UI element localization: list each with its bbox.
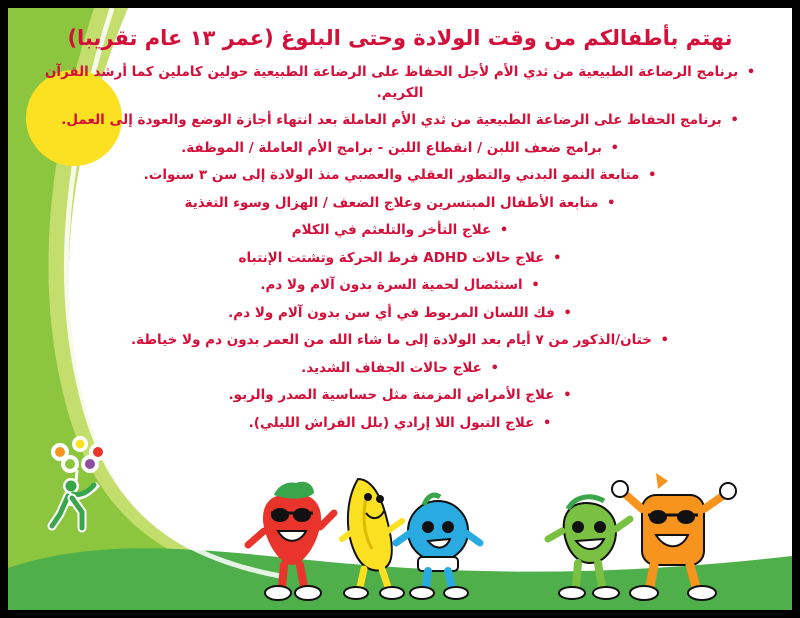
list-item-label: استئصال لحمية السرة بدون آلام ولا دم. (260, 277, 523, 294)
bullet-dot: • (610, 140, 619, 156)
bullet-dot: • (531, 278, 540, 294)
bullet-dot: • (563, 388, 572, 404)
bullet-dot: • (553, 250, 562, 266)
page-title: نهتم بأطفالكم من وقت الولادة وحتى البلوغ (عمر ١٣ عام تقريبا) (67, 26, 733, 50)
list-item (36, 165, 764, 186)
banana-mascot (342, 479, 404, 599)
list-item (36, 358, 764, 379)
bullet-dot: • (490, 360, 499, 376)
list-item (36, 193, 764, 214)
list-item-label: برنامج الرضاعة الطبيعية من ثدي الأم لأجل الحفاظ على الرضاعة الطبيعية حولين كاملين كما أرشد القرآن الكريم. (44, 64, 739, 101)
list-item-label: ختان/الذكور من ٧ أيام بعد الولادة إلى ما شاء الله من العمر بدون دم ولا خياطة. (131, 332, 652, 349)
list-item (36, 385, 764, 406)
list-item (36, 62, 764, 103)
list-item-label: علاج حالات ADHD فرط الحركة وتشتت الإنتباه (238, 249, 545, 266)
list-item-label: علاج التأخر والتلعثم في الكلام (291, 222, 492, 239)
list-item (36, 110, 764, 131)
list-item-label: علاج الأمراض المزمنة مثل حساسية الصدر والربو. (228, 387, 555, 404)
logo-running-child-icon (30, 430, 150, 550)
poster-canvas (8, 8, 792, 610)
list-item (36, 275, 764, 296)
bullet-dot: • (660, 333, 669, 349)
list-item (36, 248, 764, 269)
list-item-label: فك اللسان المربوط في أي سن بدون آلام ولا دم. (228, 304, 555, 321)
list-item-label: متابعة الأطفال المبتسرين وعلاج الضعف / الهزال وسوء التغذية (184, 194, 599, 211)
green-veggie-mascot (548, 497, 630, 599)
list-item (36, 220, 764, 241)
mascot-characters (238, 469, 778, 604)
strawberry-mascot (248, 482, 334, 600)
bullet-dot: • (563, 305, 572, 321)
list-item (36, 330, 764, 351)
list-item-label: متابعة النمو البدني والتطور العقلي والعصبي منذ الولادة إلى سن ٣ سنوات. (143, 167, 640, 184)
orange-mascot (612, 473, 736, 600)
bullet-dot: • (607, 195, 616, 211)
list-item-label: علاج التبول اللا إرادي (بلل الفراش الليلي). (248, 414, 535, 431)
bullet-dot: • (648, 168, 657, 184)
list-item (36, 138, 764, 159)
bullet-dot: • (730, 113, 739, 129)
list-item (36, 303, 764, 324)
services-list (36, 62, 764, 433)
list-item-label: علاج حالات الجفاف الشديد. (301, 359, 482, 376)
bullet-dot: • (543, 415, 552, 431)
list-item-label: برامج ضعف اللبن / انقطاع اللبن - برامج الأم العاملة / الموظفة. (181, 139, 602, 156)
bullet-dot: • (746, 65, 756, 81)
list-item-label: برنامج الحفاظ على الرضاعة الطبيعية من ثدي الأم العاملة بعد انتهاء أجازة الوضع والعودة إلى العمل. (61, 112, 722, 129)
blueberry-mascot (396, 495, 480, 599)
bullet-dot: • (499, 223, 509, 239)
